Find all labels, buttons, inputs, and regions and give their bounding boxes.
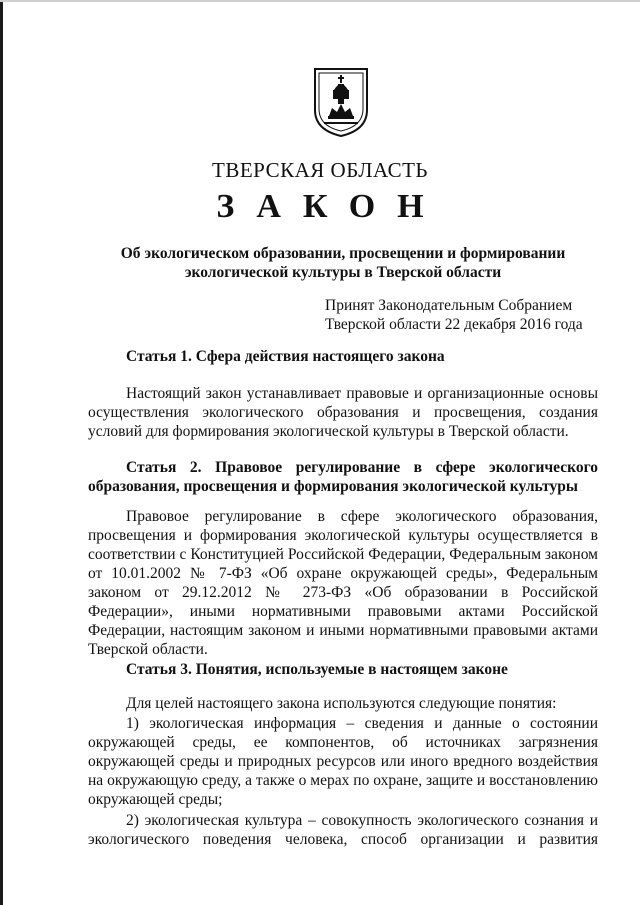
article-2-line: Федерации, настоящим законом и иными нормативными правовыми актами [88, 622, 598, 639]
article-2-line: Правовое регулирование в сфере экологического образования, [126, 508, 598, 525]
scan-top-edge [0, 0, 640, 2]
law-subject-line: экологической культуры в Тверской области [184, 264, 502, 281]
law-subject [88, 244, 598, 282]
article-2-line: Тверской области. [88, 641, 208, 658]
document-type-title: ЗАКОН [216, 188, 446, 225]
article-1-heading: Статья 1. Сфера действия настоящего закона [126, 348, 445, 365]
article-2-line: от 10.01.2002 № 7-ФЗ «Об охране окружающей среды», Федеральным [88, 565, 598, 582]
article-3-item-1-line: на окружающую среду, а также о мерах по охране, защите и восстановлению [88, 772, 598, 789]
article-3-intro: Для целей настоящего закона используются следующие понятия: [126, 695, 557, 712]
article-2-heading-line: Статья 2. Правовое регулирование в сфере экологического [126, 459, 598, 476]
scan-left-edge [0, 0, 3, 905]
article-2-line: соответствии с Конституцией Российской Федерации, Федеральным законом [88, 546, 598, 563]
article-1-line: осуществления экологического образования и просвещения, создания [88, 404, 598, 421]
article-2-heading-line: образования, просвещения и формирования экологической культуры [88, 478, 579, 495]
article-2-line: просвещения и формирования экологической культуры осуществляется в [88, 527, 598, 544]
article-1-line: Настоящий закон устанавливает правовые и организационные основы [126, 385, 598, 402]
region-name: ТВЕРСКАЯ ОБЛАСТЬ [212, 158, 428, 182]
article-3-item-1-line: окружающей среды и природных ресурсов или иного вредного воздействия [88, 753, 598, 770]
article-3-item-1-line: окружающей среды; [88, 791, 223, 808]
article-2-line: Федерации», иными нормативными правовыми актами Российской [88, 603, 598, 620]
article-3-heading: Статья 3. Понятия, используемые в настоящем законе [126, 661, 508, 678]
adoption-note [325, 296, 583, 334]
article-3-item-1-line: окружающей среды, ее компонентов, об источниках загрязнения [88, 734, 598, 751]
article-1-line: условий для формирования экологической культуры в Тверской области. [88, 423, 569, 440]
article-3-item-2-line: экологического поведения человека, способ организации и развития [88, 831, 598, 848]
law-subject-line: Об экологическом образовании, просвещении и формировании [120, 245, 566, 262]
adoption-note-line: Тверской области 22 декабря 2016 года [325, 316, 583, 333]
article-3-item-1-line: 1) экологическая информация – сведения и данные о состоянии [126, 715, 598, 732]
coat-of-arms-icon [312, 66, 370, 138]
article-2-line: законом от 29.12.2012 № 273-ФЗ «Об образовании в Российской [88, 584, 598, 601]
article-3-item-2-line: 2) экологическая культура – совокупность экологического сознания и [126, 812, 598, 829]
adoption-note-line: Принят Законодательным Собранием [325, 297, 573, 314]
